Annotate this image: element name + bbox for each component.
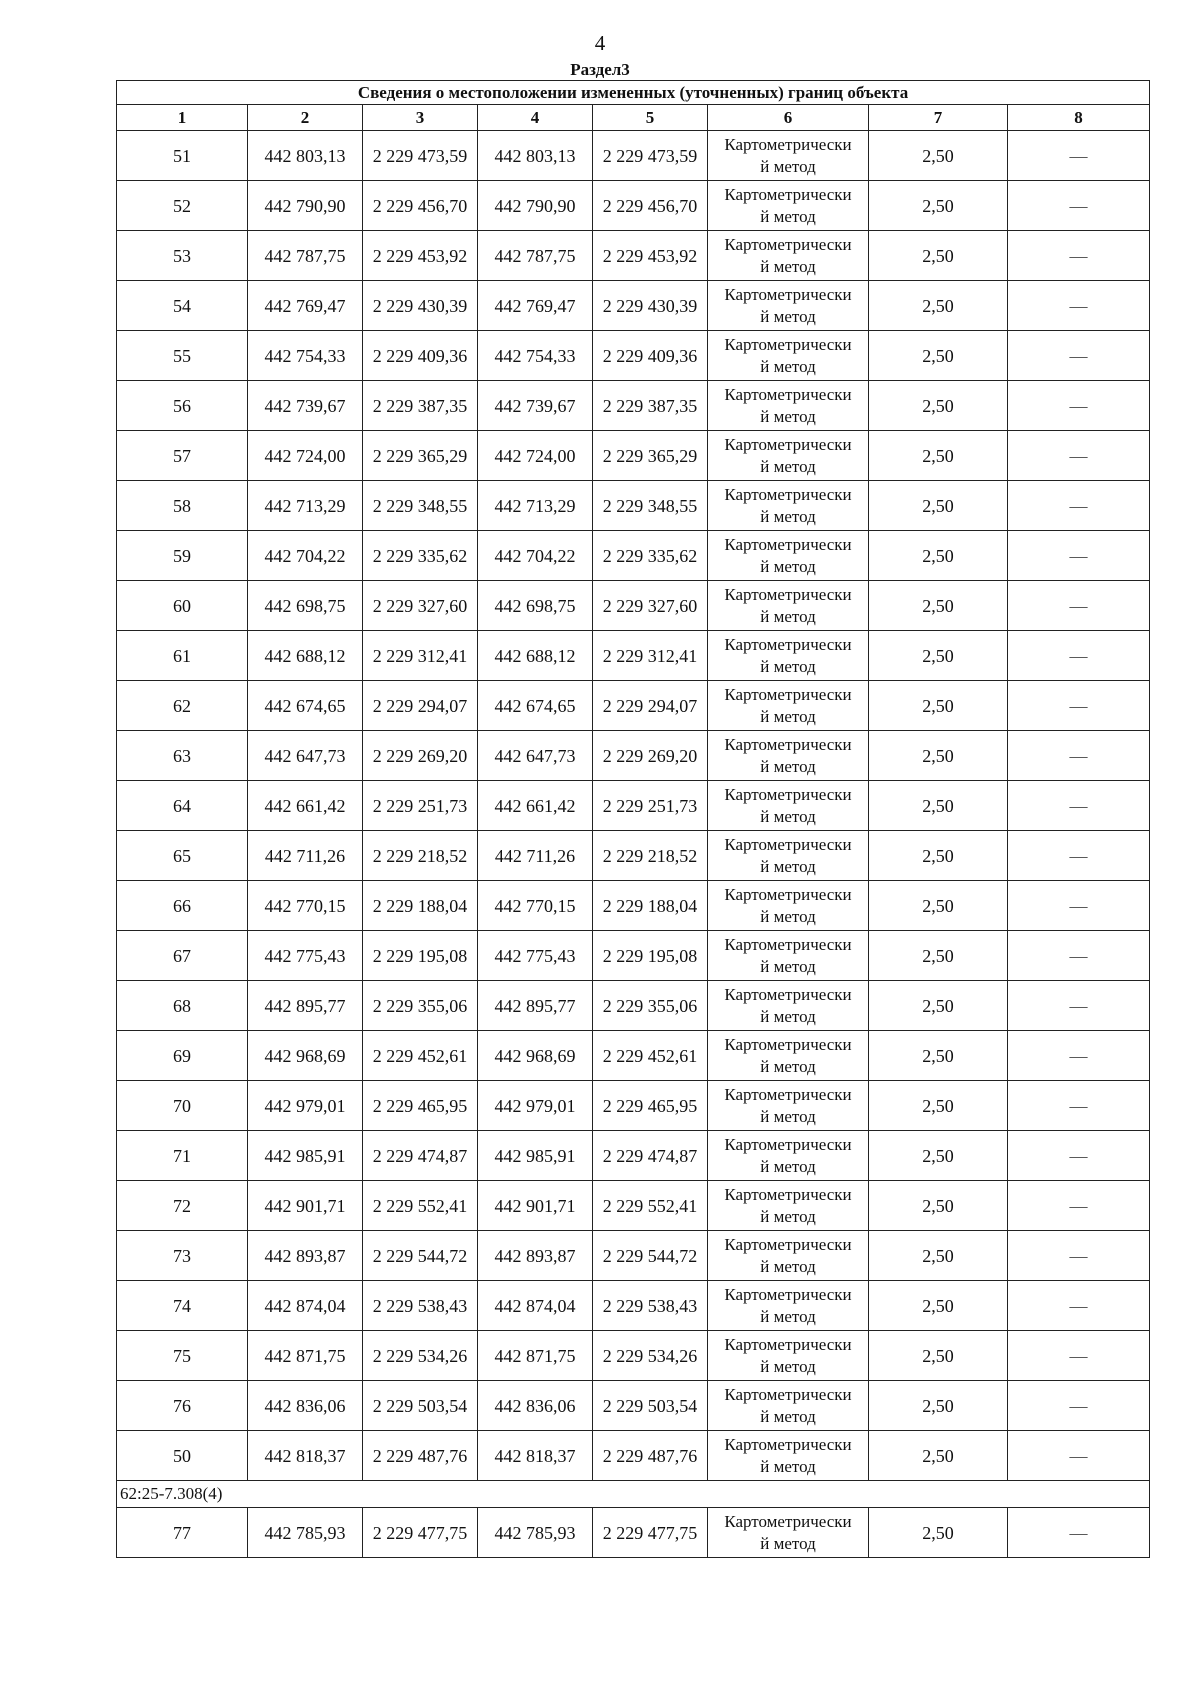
- column-number: 8: [1008, 105, 1150, 131]
- accuracy-cell: 2,50: [869, 531, 1008, 581]
- x-new-cell: 442 901,71: [478, 1181, 593, 1231]
- accuracy-cell: 2,50: [869, 481, 1008, 531]
- accuracy-cell: 2,50: [869, 1431, 1008, 1481]
- y-new-cell: 2 229 312,41: [593, 631, 708, 681]
- x-new-cell: 442 647,73: [478, 731, 593, 781]
- accuracy-cell: 2,50: [869, 781, 1008, 831]
- x-new-cell: 442 661,42: [478, 781, 593, 831]
- y-old-cell: 2 229 456,70: [363, 181, 478, 231]
- method-cell: Картометрически й метод: [708, 1281, 869, 1331]
- method-cell: Картометрически й метод: [708, 131, 869, 181]
- x-old-cell: 442 754,33: [248, 331, 363, 381]
- y-new-cell: 2 229 534,26: [593, 1331, 708, 1381]
- column-number: 4: [478, 105, 593, 131]
- x-old-cell: 442 647,73: [248, 731, 363, 781]
- y-old-cell: 2 229 453,92: [363, 231, 478, 281]
- point-number-cell: 74: [117, 1281, 248, 1331]
- y-new-cell: 2 229 365,29: [593, 431, 708, 481]
- method-cell: Картометрически й метод: [708, 1031, 869, 1081]
- x-new-cell: 442 836,06: [478, 1381, 593, 1431]
- accuracy-cell: 2,50: [869, 1231, 1008, 1281]
- y-new-cell: 2 229 474,87: [593, 1131, 708, 1181]
- method-cell: Картометрически й метод: [708, 1131, 869, 1181]
- accuracy-cell: 2,50: [869, 181, 1008, 231]
- table-row: [117, 1081, 1150, 1131]
- y-old-cell: 2 229 474,87: [363, 1131, 478, 1181]
- y-old-cell: 2 229 465,95: [363, 1081, 478, 1131]
- point-number-cell: 69: [117, 1031, 248, 1081]
- y-new-cell: 2 229 544,72: [593, 1231, 708, 1281]
- table-row: [117, 331, 1150, 381]
- x-new-cell: 442 769,47: [478, 281, 593, 331]
- y-old-cell: 2 229 409,36: [363, 331, 478, 381]
- x-new-cell: 442 674,65: [478, 681, 593, 731]
- method-cell: Картометрически й метод: [708, 1081, 869, 1131]
- x-new-cell: 442 739,67: [478, 381, 593, 431]
- description-cell: —: [1008, 1381, 1150, 1431]
- description-cell: —: [1008, 381, 1150, 431]
- point-number-cell: 55: [117, 331, 248, 381]
- table-row: [117, 1031, 1150, 1081]
- description-cell: —: [1008, 981, 1150, 1031]
- accuracy-cell: 2,50: [869, 1381, 1008, 1431]
- accuracy-cell: 2,50: [869, 831, 1008, 881]
- accuracy-cell: 2,50: [869, 381, 1008, 431]
- column-number: 1: [117, 105, 248, 131]
- description-cell: —: [1008, 1231, 1150, 1281]
- accuracy-cell: 2,50: [869, 231, 1008, 281]
- x-new-cell: 442 775,43: [478, 931, 593, 981]
- description-cell: —: [1008, 681, 1150, 731]
- description-cell: —: [1008, 1181, 1150, 1231]
- y-old-cell: 2 229 188,04: [363, 881, 478, 931]
- method-cell: Картометрически й метод: [708, 281, 869, 331]
- y-new-cell: 2 229 348,55: [593, 481, 708, 531]
- x-new-cell: 442 979,01: [478, 1081, 593, 1131]
- point-number-cell: 70: [117, 1081, 248, 1131]
- x-old-cell: 442 713,29: [248, 481, 363, 531]
- description-cell: —: [1008, 731, 1150, 781]
- y-old-cell: 2 229 534,26: [363, 1331, 478, 1381]
- y-new-cell: 2 229 503,54: [593, 1381, 708, 1431]
- x-new-cell: 442 893,87: [478, 1231, 593, 1281]
- point-number-cell: 72: [117, 1181, 248, 1231]
- column-number: 5: [593, 105, 708, 131]
- y-old-cell: 2 229 335,62: [363, 531, 478, 581]
- y-new-cell: 2 229 335,62: [593, 531, 708, 581]
- y-new-cell: 2 229 552,41: [593, 1181, 708, 1231]
- point-number-cell: 65: [117, 831, 248, 881]
- x-new-cell: 442 711,26: [478, 831, 593, 881]
- y-old-cell: 2 229 218,52: [363, 831, 478, 881]
- table-row: [117, 1381, 1150, 1431]
- description-cell: —: [1008, 331, 1150, 381]
- point-number-cell: 77: [117, 1508, 248, 1558]
- table-row: [117, 1508, 1150, 1558]
- y-new-cell: 2 229 487,76: [593, 1431, 708, 1481]
- description-cell: —: [1008, 231, 1150, 281]
- method-cell: Картометрически й метод: [708, 1381, 869, 1431]
- x-old-cell: 442 711,26: [248, 831, 363, 881]
- accuracy-cell: 2,50: [869, 1281, 1008, 1331]
- method-cell: Картометрически й метод: [708, 1508, 869, 1558]
- x-old-cell: 442 674,65: [248, 681, 363, 731]
- method-cell: Картометрически й метод: [708, 1431, 869, 1481]
- description-cell: —: [1008, 281, 1150, 331]
- point-number-cell: 57: [117, 431, 248, 481]
- y-new-cell: 2 229 251,73: [593, 781, 708, 831]
- method-cell: Картометрически й метод: [708, 681, 869, 731]
- point-number-cell: 67: [117, 931, 248, 981]
- point-number-cell: 63: [117, 731, 248, 781]
- x-new-cell: 442 688,12: [478, 631, 593, 681]
- description-cell: —: [1008, 1031, 1150, 1081]
- x-old-cell: 442 895,77: [248, 981, 363, 1031]
- table-row: [117, 1231, 1150, 1281]
- table-row: [117, 681, 1150, 731]
- table-body: [117, 131, 1150, 1558]
- table-row: [117, 781, 1150, 831]
- x-new-cell: 442 785,93: [478, 1508, 593, 1558]
- x-old-cell: 442 770,15: [248, 881, 363, 931]
- method-cell: Картометрически й метод: [708, 631, 869, 681]
- x-new-cell: 442 754,33: [478, 331, 593, 381]
- method-cell: Картометрически й метод: [708, 731, 869, 781]
- point-number-cell: 58: [117, 481, 248, 531]
- x-old-cell: 442 698,75: [248, 581, 363, 631]
- y-new-cell: 2 229 218,52: [593, 831, 708, 881]
- x-old-cell: 442 724,00: [248, 431, 363, 481]
- x-new-cell: 442 871,75: [478, 1331, 593, 1381]
- x-new-cell: 442 895,77: [478, 981, 593, 1031]
- subsection-row: [117, 1481, 1150, 1508]
- y-old-cell: 2 229 544,72: [363, 1231, 478, 1281]
- description-cell: —: [1008, 581, 1150, 631]
- x-old-cell: 442 688,12: [248, 631, 363, 681]
- accuracy-cell: 2,50: [869, 631, 1008, 681]
- method-cell: Картометрически й метод: [708, 781, 869, 831]
- accuracy-cell: 2,50: [869, 331, 1008, 381]
- table-row: [117, 1331, 1150, 1381]
- accuracy-cell: 2,50: [869, 1131, 1008, 1181]
- accuracy-cell: 2,50: [869, 1031, 1008, 1081]
- table-row: [117, 881, 1150, 931]
- description-cell: —: [1008, 1131, 1150, 1181]
- method-cell: Картометрически й метод: [708, 231, 869, 281]
- y-old-cell: 2 229 195,08: [363, 931, 478, 981]
- description-cell: —: [1008, 631, 1150, 681]
- point-number-cell: 60: [117, 581, 248, 631]
- table-row: [117, 531, 1150, 581]
- description-cell: —: [1008, 481, 1150, 531]
- y-old-cell: 2 229 348,55: [363, 481, 478, 531]
- accuracy-cell: 2,50: [869, 1081, 1008, 1131]
- y-old-cell: 2 229 552,41: [363, 1181, 478, 1231]
- x-new-cell: 442 818,37: [478, 1431, 593, 1481]
- x-new-cell: 442 803,13: [478, 131, 593, 181]
- y-old-cell: 2 229 487,76: [363, 1431, 478, 1481]
- table-row: [117, 431, 1150, 481]
- method-cell: Картометрически й метод: [708, 1331, 869, 1381]
- y-new-cell: 2 229 188,04: [593, 881, 708, 931]
- x-old-cell: 442 979,01: [248, 1081, 363, 1131]
- x-new-cell: 442 874,04: [478, 1281, 593, 1331]
- y-new-cell: 2 229 456,70: [593, 181, 708, 231]
- x-old-cell: 442 874,04: [248, 1281, 363, 1331]
- x-new-cell: 442 790,90: [478, 181, 593, 231]
- section-title: Раздел3: [570, 60, 630, 79]
- method-cell: Картометрически й метод: [708, 931, 869, 981]
- y-new-cell: 2 229 195,08: [593, 931, 708, 981]
- description-cell: —: [1008, 1431, 1150, 1481]
- column-number: 7: [869, 105, 1008, 131]
- accuracy-cell: 2,50: [869, 881, 1008, 931]
- x-old-cell: 442 704,22: [248, 531, 363, 581]
- x-old-cell: 442 775,43: [248, 931, 363, 981]
- y-new-cell: 2 229 430,39: [593, 281, 708, 331]
- description-cell: —: [1008, 131, 1150, 181]
- table-row: [117, 981, 1150, 1031]
- x-new-cell: 442 713,29: [478, 481, 593, 531]
- y-old-cell: 2 229 269,20: [363, 731, 478, 781]
- accuracy-cell: 2,50: [869, 1508, 1008, 1558]
- x-old-cell: 442 661,42: [248, 781, 363, 831]
- y-new-cell: 2 229 473,59: [593, 131, 708, 181]
- method-cell: Картометрически й метод: [708, 431, 869, 481]
- point-number-cell: 75: [117, 1331, 248, 1381]
- y-old-cell: 2 229 387,35: [363, 381, 478, 431]
- accuracy-cell: 2,50: [869, 731, 1008, 781]
- method-cell: Картометрически й метод: [708, 581, 869, 631]
- table-row: [117, 631, 1150, 681]
- description-cell: —: [1008, 831, 1150, 881]
- description-cell: —: [1008, 1331, 1150, 1381]
- description-cell: —: [1008, 1081, 1150, 1131]
- x-new-cell: 442 770,15: [478, 881, 593, 931]
- y-old-cell: 2 229 473,59: [363, 131, 478, 181]
- x-new-cell: 442 985,91: [478, 1131, 593, 1181]
- y-new-cell: 2 229 453,92: [593, 231, 708, 281]
- y-new-cell: 2 229 477,75: [593, 1508, 708, 1558]
- x-new-cell: 442 724,00: [478, 431, 593, 481]
- table-row: [117, 181, 1150, 231]
- x-old-cell: 442 901,71: [248, 1181, 363, 1231]
- table-row: [117, 131, 1150, 181]
- method-cell: Картометрически й метод: [708, 1231, 869, 1281]
- y-old-cell: 2 229 452,61: [363, 1031, 478, 1081]
- y-old-cell: 2 229 251,73: [363, 781, 478, 831]
- x-old-cell: 442 769,47: [248, 281, 363, 331]
- table-caption: Сведения о местоположении измененных (уточненных) границ объекта: [117, 81, 1150, 105]
- table-row: [117, 231, 1150, 281]
- table-row: [117, 1281, 1150, 1331]
- page-number: 4: [594, 31, 606, 55]
- description-cell: —: [1008, 781, 1150, 831]
- column-number: 6: [708, 105, 869, 131]
- table-row: [117, 831, 1150, 881]
- y-new-cell: 2 229 269,20: [593, 731, 708, 781]
- x-new-cell: 442 698,75: [478, 581, 593, 631]
- x-old-cell: 442 893,87: [248, 1231, 363, 1281]
- point-number-cell: 59: [117, 531, 248, 581]
- point-number-cell: 73: [117, 1231, 248, 1281]
- boundary-coordinates-table: [116, 80, 1150, 1558]
- accuracy-cell: 2,50: [869, 581, 1008, 631]
- x-old-cell: 442 871,75: [248, 1331, 363, 1381]
- table-row: [117, 281, 1150, 331]
- x-old-cell: 442 790,90: [248, 181, 363, 231]
- y-new-cell: 2 229 355,06: [593, 981, 708, 1031]
- y-old-cell: 2 229 477,75: [363, 1508, 478, 1558]
- method-cell: Картометрически й метод: [708, 481, 869, 531]
- method-cell: Картометрически й метод: [708, 981, 869, 1031]
- y-old-cell: 2 229 327,60: [363, 581, 478, 631]
- description-cell: —: [1008, 431, 1150, 481]
- description-cell: —: [1008, 531, 1150, 581]
- y-old-cell: 2 229 312,41: [363, 631, 478, 681]
- point-number-cell: 62: [117, 681, 248, 731]
- x-old-cell: 442 985,91: [248, 1131, 363, 1181]
- accuracy-cell: 2,50: [869, 681, 1008, 731]
- method-cell: Картометрически й метод: [708, 831, 869, 881]
- description-cell: —: [1008, 1508, 1150, 1558]
- subsection-label: 62:25-7.308(4): [117, 1481, 1150, 1508]
- x-new-cell: 442 968,69: [478, 1031, 593, 1081]
- x-old-cell: 442 836,06: [248, 1381, 363, 1431]
- y-new-cell: 2 229 465,95: [593, 1081, 708, 1131]
- x-old-cell: 442 968,69: [248, 1031, 363, 1081]
- y-new-cell: 2 229 452,61: [593, 1031, 708, 1081]
- y-old-cell: 2 229 365,29: [363, 431, 478, 481]
- point-number-cell: 76: [117, 1381, 248, 1431]
- point-number-cell: 64: [117, 781, 248, 831]
- method-cell: Картометрически й метод: [708, 181, 869, 231]
- description-cell: —: [1008, 181, 1150, 231]
- accuracy-cell: 2,50: [869, 281, 1008, 331]
- description-cell: —: [1008, 1281, 1150, 1331]
- column-number-row: [117, 105, 1150, 131]
- table-row: [117, 1181, 1150, 1231]
- x-old-cell: 442 787,75: [248, 231, 363, 281]
- method-cell: Картометрически й метод: [708, 331, 869, 381]
- point-number-cell: 66: [117, 881, 248, 931]
- description-cell: —: [1008, 881, 1150, 931]
- y-new-cell: 2 229 538,43: [593, 1281, 708, 1331]
- x-old-cell: 442 739,67: [248, 381, 363, 431]
- accuracy-cell: 2,50: [869, 131, 1008, 181]
- table-row: [117, 381, 1150, 431]
- column-number: 3: [363, 105, 478, 131]
- accuracy-cell: 2,50: [869, 1331, 1008, 1381]
- y-old-cell: 2 229 538,43: [363, 1281, 478, 1331]
- point-number-cell: 68: [117, 981, 248, 1031]
- description-cell: —: [1008, 931, 1150, 981]
- y-old-cell: 2 229 430,39: [363, 281, 478, 331]
- x-new-cell: 442 704,22: [478, 531, 593, 581]
- method-cell: Картометрически й метод: [708, 881, 869, 931]
- y-new-cell: 2 229 294,07: [593, 681, 708, 731]
- point-number-cell: 51: [117, 131, 248, 181]
- table-row: [117, 731, 1150, 781]
- table-row: [117, 1131, 1150, 1181]
- y-old-cell: 2 229 503,54: [363, 1381, 478, 1431]
- y-new-cell: 2 229 409,36: [593, 331, 708, 381]
- method-cell: Картометрически й метод: [708, 1181, 869, 1231]
- x-old-cell: 442 785,93: [248, 1508, 363, 1558]
- point-number-cell: 71: [117, 1131, 248, 1181]
- x-old-cell: 442 818,37: [248, 1431, 363, 1481]
- x-old-cell: 442 803,13: [248, 131, 363, 181]
- accuracy-cell: 2,50: [869, 981, 1008, 1031]
- point-number-cell: 61: [117, 631, 248, 681]
- table-row: [117, 481, 1150, 531]
- accuracy-cell: 2,50: [869, 1181, 1008, 1231]
- y-new-cell: 2 229 387,35: [593, 381, 708, 431]
- point-number-cell: 50: [117, 1431, 248, 1481]
- y-old-cell: 2 229 294,07: [363, 681, 478, 731]
- table-row: [117, 931, 1150, 981]
- point-number-cell: 52: [117, 181, 248, 231]
- accuracy-cell: 2,50: [869, 931, 1008, 981]
- method-cell: Картометрически й метод: [708, 381, 869, 431]
- table-row: [117, 581, 1150, 631]
- y-old-cell: 2 229 355,06: [363, 981, 478, 1031]
- table-row: [117, 1431, 1150, 1481]
- y-new-cell: 2 229 327,60: [593, 581, 708, 631]
- point-number-cell: 54: [117, 281, 248, 331]
- point-number-cell: 56: [117, 381, 248, 431]
- column-number: 2: [248, 105, 363, 131]
- accuracy-cell: 2,50: [869, 431, 1008, 481]
- method-cell: Картометрически й метод: [708, 531, 869, 581]
- point-number-cell: 53: [117, 231, 248, 281]
- x-new-cell: 442 787,75: [478, 231, 593, 281]
